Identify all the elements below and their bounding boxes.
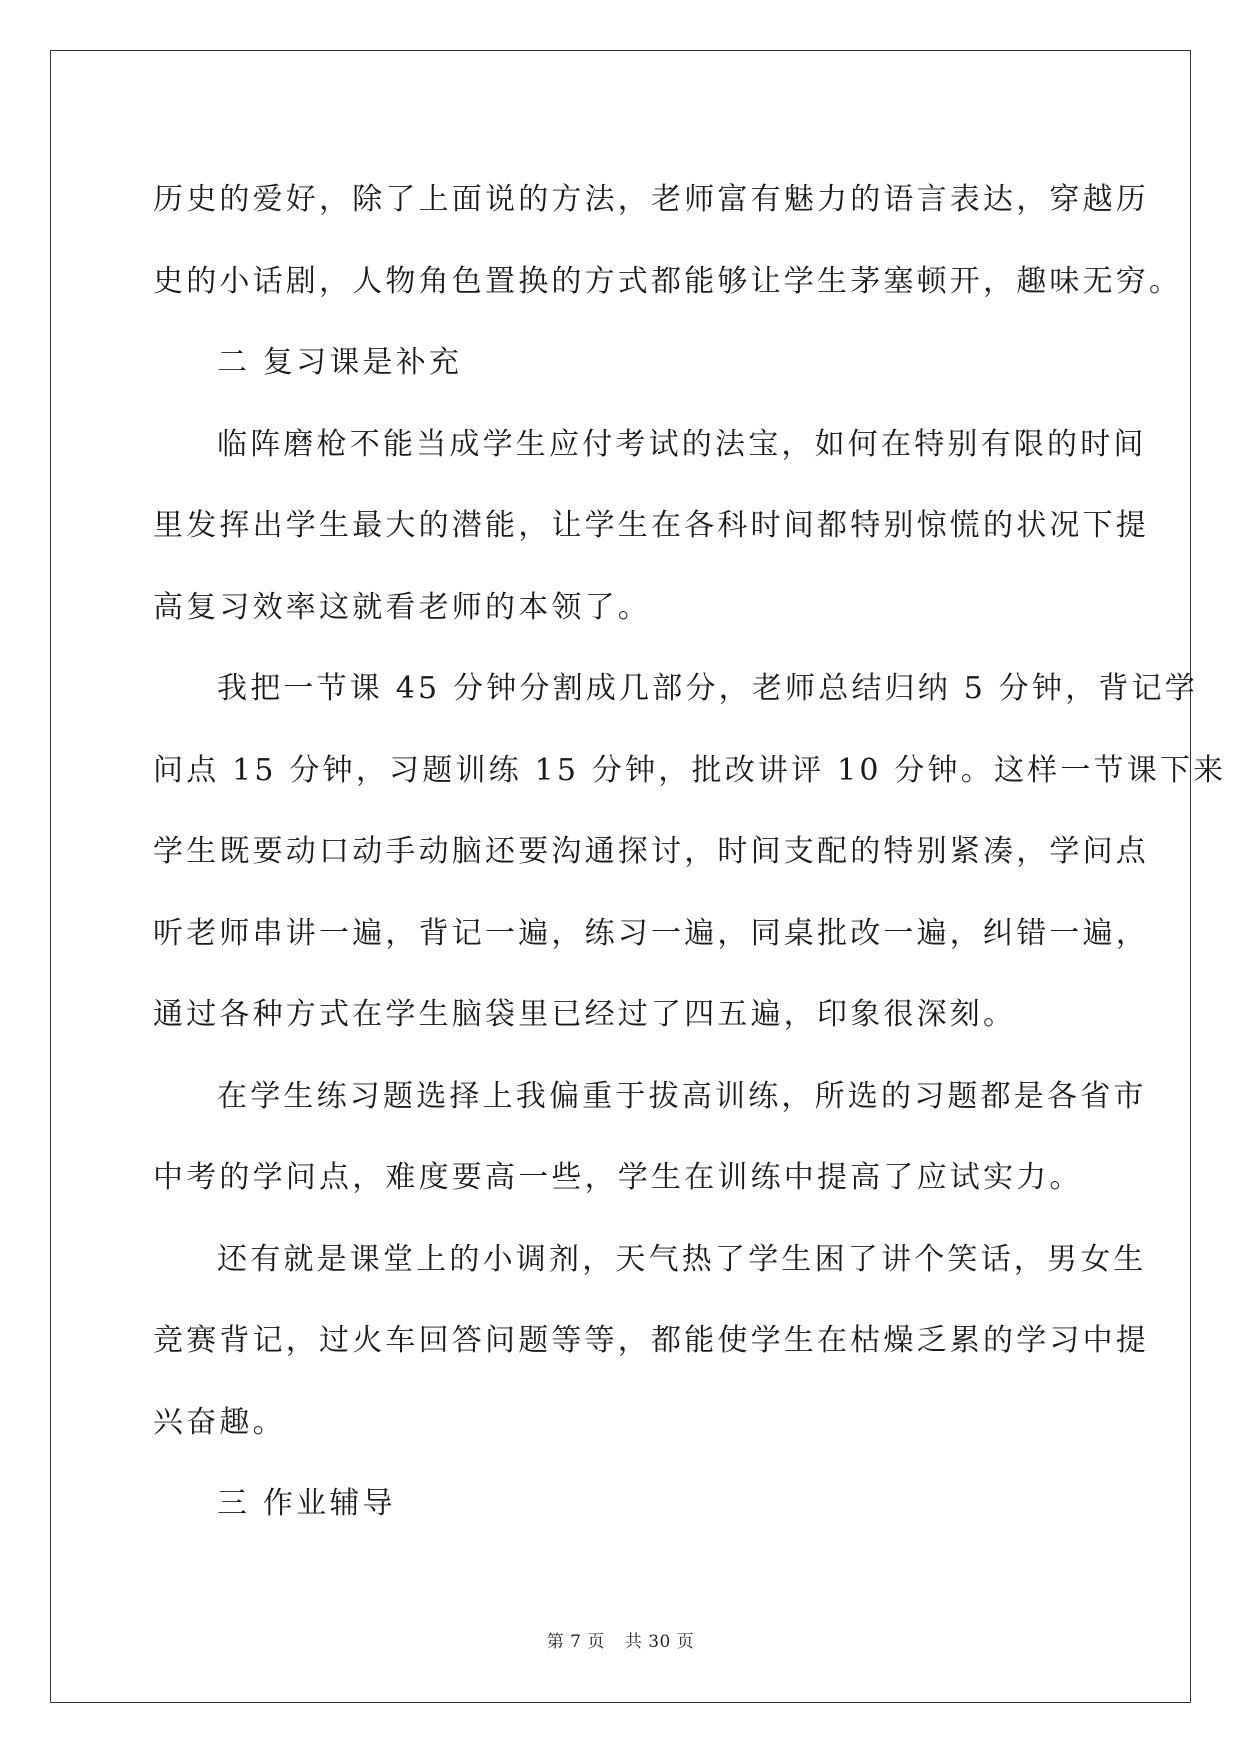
text-line: 问点 15 分钟，习题训练 15 分钟，批改讲评 10 分钟。这样一节课下来 [153,752,1227,788]
text-line: 中考的学问点，难度要高一些，学生在训练中提高了应试实力。 [153,1160,1083,1195]
text-line: 还有就是课堂上的小调剂，天气热了学生困了讲个笑话，男女生 [217,1241,1147,1277]
text-line: 里发挥出学生最大的潜能，让学生在各科时间都特别惊慌的状况下提 [153,508,1149,543]
section-heading: 三 作业辅导 [217,1486,396,1521]
text-line: 我把一节课 45 分钟分割成几部分，老师总结归纳 5 分钟，背记学 [217,671,1199,706]
document-body [153,159,1227,1545]
text-line: 史的小话剧，人物角色置换的方式都能够让学生茅塞顿开，趣味无穷。 [153,263,1183,299]
text-line: 历史的爱好，除了上面说的方法，老师富有魅力的语言表达，穿越历 [153,182,1149,217]
text-line: 在学生练习题选择上我偏重于拔高训练，所选的习题都是各省市 [217,1078,1147,1114]
text-line: 高复习效率这就看老师的本领了。 [153,589,651,625]
text-line: 学生既要动口动手动脑还要沟通探讨，时间支配的特别紧凑，学问点 [153,834,1149,869]
page-total: 共 30 页 [624,1632,695,1652]
text-line: 通过各种方式在学生脑袋里已经过了四五遍，印象很深刻。 [153,997,1017,1032]
text-line: 临阵磨枪不能当成学生应付考试的法宝，如何在特别有限的时间 [217,426,1147,462]
page-number: 第 7 页 [546,1632,605,1652]
text-line: 竞赛背记，过火车回答问题等等，都能使学生在枯燥乏累的学习中提 [153,1323,1149,1358]
page-footer [0,1627,1241,1652]
text-line: 兴奋趣。 [153,1404,286,1440]
text-line: 听老师串讲一遍，背记一遍，练习一遍，同桌批改一遍，纠错一遍， [153,915,1149,951]
section-heading: 二 复习课是补充 [217,345,463,380]
